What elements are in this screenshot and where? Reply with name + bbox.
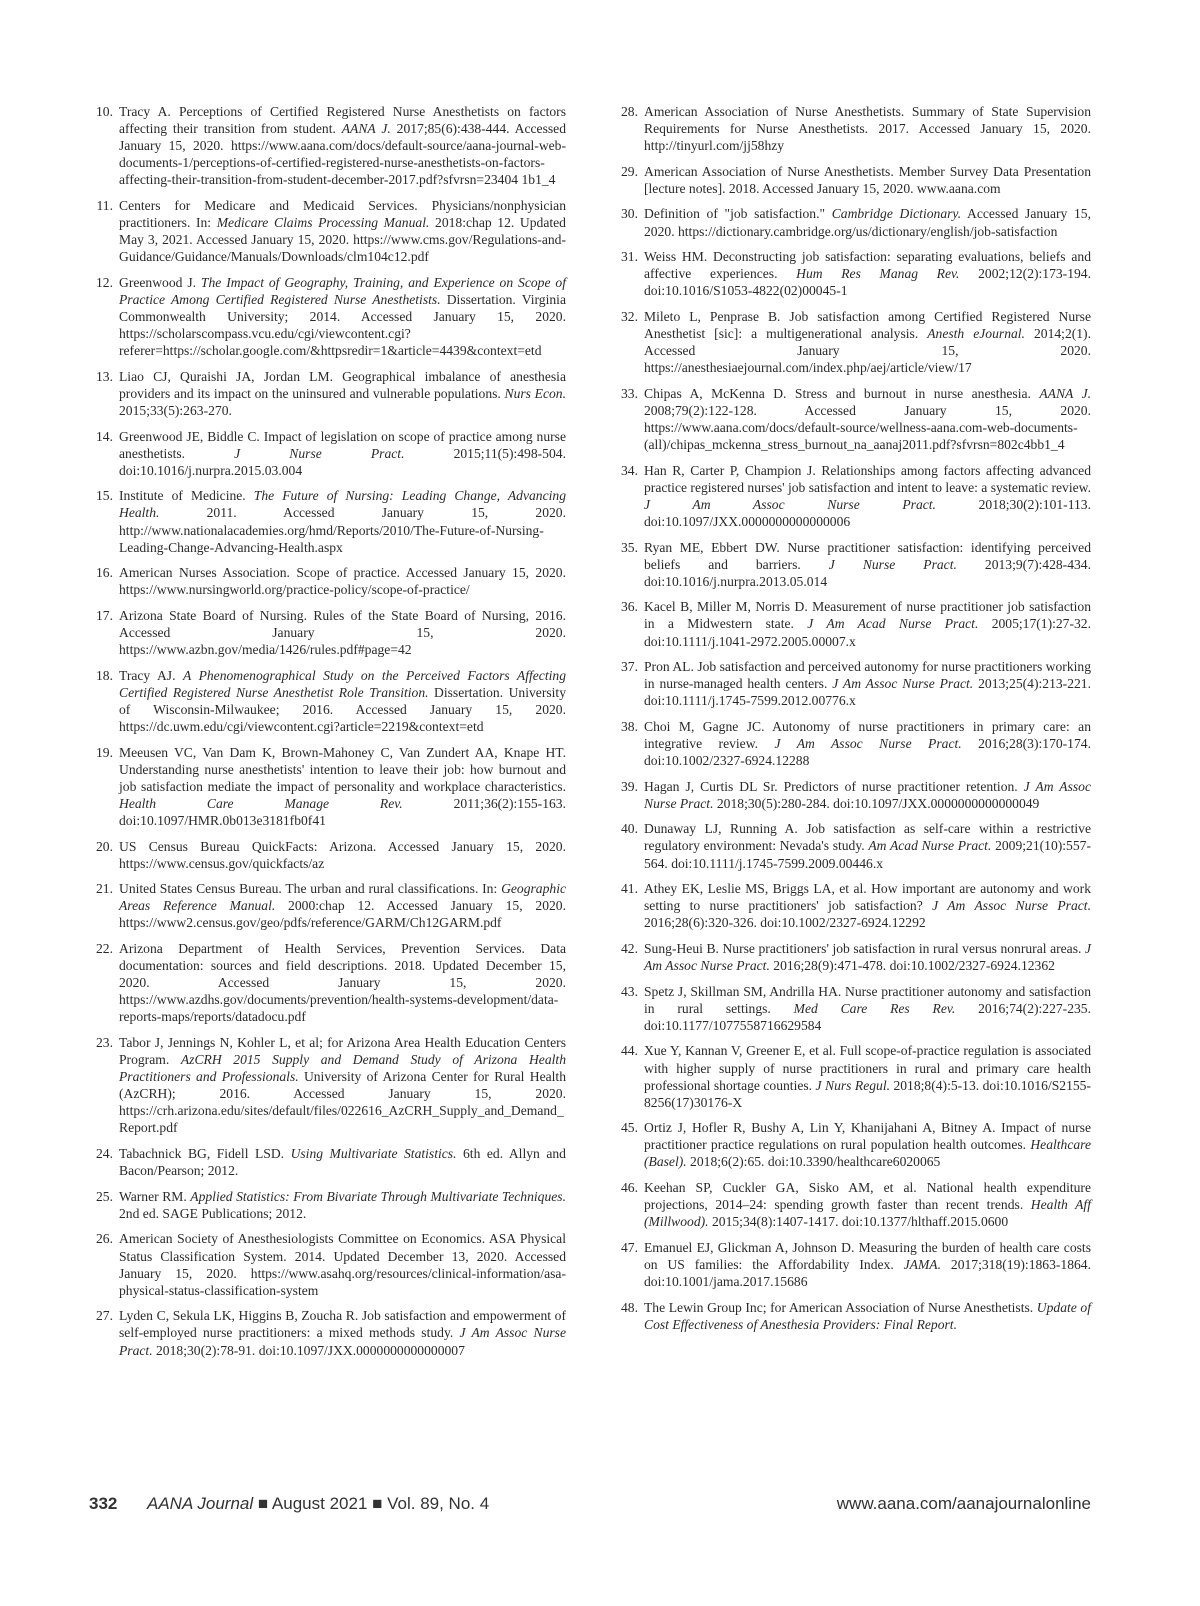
reference-details: 2018;30(5):280-284. doi:10.1097/JXX.0000000000000049 — [713, 795, 1040, 811]
reference-text: Centers for Medicare and Medicaid Services. Physicians/nonphysician practitioners. In: — [119, 197, 566, 231]
reference-details: University of Arizona Center for Rural Health (AzCRH); 2016. Accessed January 15, 2020. https://crh.arizona.edu/sites/default/files/022616_AzCRH_Supply_and_Demand_Report.pdf — [119, 1069, 566, 1136]
reference-item — [614, 248, 1091, 299]
reference-text: Lyden C, Sekula LK, Higgins B, Zoucha R. Job satisfaction and empowerment of self-employed nurse practitioners: a mixed methods study. — [119, 1308, 566, 1341]
reference-source-title: J Nurse Pract. — [234, 445, 405, 461]
reference-text: Xue Y, Kannan V, Greener E, et al. Full scope-of-practice regulation is associated with higher supply of nurse practitioners in rural and primary care health professional shortage counties. — [644, 1043, 1091, 1093]
reference-number: 39. — [621, 778, 638, 794]
page-number: 332 — [89, 1494, 118, 1513]
reference-source-title: J Am Assoc Nurse Pract. — [832, 676, 974, 692]
reference-item — [89, 667, 566, 735]
reference-item — [614, 462, 1091, 530]
reference-source-title: J Am Acad Nurse Pract. — [807, 616, 979, 632]
reference-details: 2016;28(6):320-326. doi:10.1002/2327-6924.12292 — [644, 915, 926, 931]
reference-item — [89, 1034, 566, 1137]
reference-item — [89, 274, 566, 359]
reference-number: 16. — [96, 565, 113, 581]
reference-text: Han R, Carter P, Champion J. Relationships among factors affecting advanced practice registered nurses' job satisfaction and intent to leave: a systematic review. — [644, 462, 1091, 495]
reference-text: Choi M, Gagne JC. Autonomy of nurse practitioners in primary care: an integrative review. — [644, 718, 1091, 751]
reference-source-title: The Future of Nursing: Leading Change, Advancing Health. — [119, 488, 566, 521]
reference-source-title: J Nurse Pract. — [828, 556, 957, 572]
reference-number: 37. — [621, 659, 638, 675]
reference-details: Dissertation. Virginia Commonwealth University; 2014. Accessed January 15, 2020. https://scholarscompass.vcu.edu/cgi/viewcontent.cgi?referer=https://scholar.google.com/&httpsredir=1&article=4439&context=etd — [119, 291, 566, 359]
reference-number: 26. — [96, 1231, 113, 1247]
reference-number: 27. — [96, 1308, 113, 1324]
reference-column-right — [614, 103, 1091, 1341]
reference-source-title: J Am Assoc Nurse Pract. — [644, 496, 936, 512]
reference-number: 48. — [621, 1299, 638, 1315]
reference-source-title: J Am Assoc Nurse Pract. — [932, 898, 1091, 914]
reference-number: 28. — [621, 104, 638, 119]
reference-source-title: Geographic Areas Reference Manual. — [119, 881, 566, 914]
reference-details: 2013;9(7):428-434. doi:10.1016/j.nurpra.2013.05.014 — [644, 556, 1092, 589]
reference-item — [614, 880, 1091, 931]
reference-source-title: JAMA. — [903, 1256, 942, 1272]
reference-number: 21. — [96, 881, 113, 897]
reference-item — [89, 1307, 566, 1358]
reference-item — [614, 308, 1091, 376]
reference-text: Tabor J, Jennings N, Kohler L, et al; for Arizona Area Health Education Centers Program. — [119, 1035, 566, 1068]
reference-source-title: Update of Cost Effectiveness of Anesthesia Providers: Final Report. — [644, 1299, 1091, 1332]
reference-item — [614, 983, 1091, 1034]
reference-source-title: Anesth eJournal. — [927, 326, 1025, 342]
reference-text: Kacel B, Miller M, Norris D. Measurement of nurse practitioner job satisfaction in a Midwestern state. — [644, 599, 1091, 632]
reference-item — [89, 1230, 566, 1298]
reference-item — [614, 1042, 1091, 1110]
reference-text: American Association of Nurse Anesthetists. Member Survey Data Presentation [lecture notes]. 2018. Accessed January 15, 2020. www.aana.com — [644, 163, 1091, 196]
reference-source-title: Applied Statistics: From Bivariate Through Multivariate Techniques. — [190, 1188, 566, 1204]
reference-item — [614, 778, 1091, 812]
reference-item — [614, 940, 1091, 974]
reference-source-title: AzCRH 2015 Supply and Demand Study of Arizona Health Practitioners and Professionals. — [119, 1052, 566, 1085]
reference-number: 33. — [621, 385, 638, 401]
reference-column-left — [89, 103, 566, 1367]
reference-details: 2nd ed. SAGE Publications; 2012. — [119, 1205, 307, 1221]
reference-item — [89, 103, 566, 188]
reference-details: 2015;33(5):263-270. — [119, 403, 232, 418]
reference-text: Arizona State Board of Nursing. Rules of the State Board of Nursing, 2016. Accessed January 15, 2020. https://www.azbn.gov/media/1426/rules.pdf#page=42 — [119, 607, 566, 658]
reference-number: 42. — [621, 940, 638, 956]
reference-text: Definition of "job satisfaction." — [644, 206, 832, 222]
reference-source-title: J Am Assoc Nurse Pract. — [644, 940, 1091, 974]
reference-details: 2015;11(5):498-504. doi:10.1016/j.nurpra.2015.03.004 — [119, 445, 566, 478]
reference-number: 17. — [96, 607, 113, 623]
reference-item — [614, 1239, 1091, 1290]
reference-text: Ryan ME, Ebbert DW. Nurse practitioner satisfaction: identifying perceived beliefs and barriers. — [644, 539, 1091, 572]
reference-source-title: J Am Assoc Nurse Pract. — [644, 778, 1091, 811]
reference-item — [614, 598, 1091, 649]
page-footer — [89, 1494, 1091, 1520]
reference-details: 2018;30(2):78-91. doi:10.1097/JXX.0000000000000007 — [152, 1342, 465, 1358]
reference-number: 34. — [621, 462, 638, 478]
reference-text: Tabachnick BG, Fidell LSD. — [119, 1146, 291, 1162]
reference-item — [614, 103, 1091, 154]
reference-text: American Nurses Association. Scope of practice. Accessed January 15, 2020. https://www.nursingworld.org/practice-policy/scope-of-practice/ — [119, 565, 566, 598]
reference-source-title: Medicare Claims Processing Manual. — [216, 215, 430, 231]
reference-item — [89, 564, 566, 598]
issue-info: ■ August 2021 ■ Vol. 89, No. 4 — [253, 1494, 490, 1513]
reference-details: 2018:chap 12. Updated May 3, 2021. Accessed January 15, 2020. https://www.cms.gov/Regulations-and-Guidance/Guidance/Manuals/Downloads/clm104c12.pdf — [119, 215, 566, 265]
reference-details: 2015;34(8):1407-1417. doi:10.1377/hlthaff.2015.0600 — [708, 1214, 1009, 1230]
reference-details: Dissertation. University of Wisconsin-Milwaukee; 2016. Accessed January 15, 2020. https://dc.uwm.edu/cgi/viewcontent.cgi?article=2219&context=etd — [119, 684, 566, 734]
reference-text: Athey EK, Leslie MS, Briggs LA, et al. How important are autonomy and work setting to nurse practitioners' job satisfaction? — [644, 881, 1091, 914]
reference-source-title: Healthcare (Basel). — [644, 1137, 1091, 1170]
reference-text: US Census Bureau QuickFacts: Arizona. Accessed January 15, 2020. https://www.census.gov/quickfacts/az — [119, 838, 566, 871]
reference-number: 36. — [621, 599, 638, 615]
reference-text: Liao CJ, Quraishi JA, Jordan LM. Geographical imbalance of anesthesia providers and its impact on the uninsured and vulnerable populations. — [119, 368, 566, 401]
reference-text: Meeusen VC, Van Dam K, Brown-Mahoney C, Van Zundert AA, Knape HT. Understanding nurse anesthetists' intention to leave their job: how burnout and job satisfaction mediate the impact of personality and workplace characteristics. — [119, 744, 566, 794]
reference-item — [614, 385, 1091, 453]
reference-source-title: J Nurs Regul. — [815, 1077, 891, 1093]
reference-number: 46. — [621, 1180, 638, 1196]
reference-number: 24. — [96, 1146, 113, 1162]
reference-source-title: AANA J. — [1039, 385, 1092, 401]
reference-text: American Society of Anesthesiologists Committee on Economics. ASA Physical Status Classification System. 2014. Updated December 13, 2020. Accessed January 15, 2020. https://www.asahq.org/resources/clinical-information/asa-physical-status-classification-system — [119, 1231, 566, 1298]
reference-number: 10. — [96, 104, 113, 119]
reference-item — [89, 487, 566, 555]
reference-text: Weiss HM. Deconstructing job satisfaction: separating evaluations, beliefs and affective experiences. — [644, 249, 1091, 282]
reference-details: 2016;74(2):227-235. doi:10.1177/1077558716629584 — [644, 1000, 1092, 1033]
journal-name: AANA Journal — [147, 1494, 254, 1513]
reference-number: 44. — [621, 1043, 638, 1059]
reference-source-title: The Impact of Geography, Training, and Experience on Scope of Practice Among Certified Registered Nurse Anesthetists. — [119, 274, 566, 307]
reference-text: Mileto L, Penprase B. Job satisfaction among Certified Registered Nurse Anesthetist [sic]: a multigenerational analysis. — [644, 308, 1091, 342]
reference-details: 2016;28(3):170-174. doi:10.1002/2327-6924.12288 — [644, 736, 1091, 769]
reference-text: Tracy AJ. — [119, 667, 183, 683]
reference-number: 22. — [96, 941, 113, 957]
reference-details: 2011. Accessed January 15, 2020. http://www.nationalacademies.org/hmd/Reports/2010/The-Future-of-Nursing-Leading-Change-Advancing-Health.aspx — [119, 505, 566, 555]
reference-number: 31. — [621, 249, 638, 265]
reference-text: American Association of Nurse Anesthetists. Summary of State Supervision Requirements for Nurse Anesthetists. 2017. Accessed January 15, 2020. http://tinyurl.com/jj58hzy — [644, 104, 1091, 154]
reference-item — [614, 820, 1091, 871]
reference-details: 2005;17(1):27-32. doi:10.1111/j.1041-2972.2005.00007.x — [644, 616, 1091, 649]
reference-number: 20. — [96, 838, 113, 854]
reference-details: 2014;2(1). Accessed January 15, 2020. https://anesthesiaejournal.com/index.php/aej/article/view/17 — [644, 326, 1091, 376]
reference-details: 2018;6(2):65. doi:10.3390/healthcare6020065 — [686, 1154, 941, 1170]
reference-source-title: A Phenomenographical Study on the Perceived Factors Affecting Certified Registered Nurse Anesthetist Role Transition. — [119, 667, 566, 700]
reference-source-title: Using Multivariate Statistics. — [290, 1146, 457, 1162]
reference-source-title: Nurs Econ. — [504, 385, 566, 401]
reference-source-title: AANA J. — [341, 121, 391, 137]
reference-text: Hagan J, Curtis DL Sr. Predictors of nurse practitioner retention. — [644, 778, 1024, 794]
reference-text: Emanuel EJ, Glickman A, Johnson D. Measuring the burden of health care costs on US families: the Affordability Index. — [644, 1239, 1091, 1272]
reference-text: Dunaway LJ, Running A. Job satisfaction as self-care within a restrictive regulatory environment: Nevada's study. — [644, 821, 1091, 854]
reference-text: Chipas A, McKenna D. Stress and burnout in nurse anesthesia. — [644, 385, 1040, 401]
reference-number: 19. — [96, 744, 113, 760]
reference-text: Spetz J, Skillman SM, Andrilla HA. Nurse practitioner autonomy and satisfaction in rural settings. — [644, 983, 1091, 1016]
reference-item — [614, 1299, 1091, 1333]
reference-number: 35. — [621, 539, 638, 555]
reference-item — [614, 658, 1091, 709]
reference-text: Institute of Medicine. — [119, 488, 254, 504]
reference-item — [89, 838, 566, 872]
reference-text: United States Census Bureau. The urban and rural classifications. In: — [119, 881, 502, 897]
reference-details: 2017;85(6):438-444. Accessed January 15, 2020. https://www.aana.com/docs/default-source/aana-journal-web-documents-1/perceptions-of-certified-registered-nurse-anesthetists-on-factors-affecting-their-transition-from-student-december-2017.pdf?sfvrsn=23404 1b1_4 — [119, 121, 566, 188]
reference-source-title: Am Acad Nurse Pract. — [868, 838, 992, 854]
reference-number: 45. — [621, 1120, 638, 1136]
reference-text: Greenwood J. — [119, 274, 201, 290]
reference-item — [614, 205, 1091, 239]
reference-text: Warner RM. — [119, 1188, 191, 1204]
reference-number: 13. — [96, 368, 113, 384]
reference-number: 30. — [621, 206, 638, 222]
reference-source-title: J Am Assoc Nurse Pract. — [119, 1325, 566, 1358]
reference-item — [614, 1179, 1091, 1230]
reference-item — [614, 1119, 1091, 1170]
reference-text: Tracy A. Perceptions of Certified Registered Nurse Anesthetists on factors affecting their transition from student. — [119, 104, 566, 137]
reference-details: 2013;25(4):213-221. doi:10.1111/j.1745-7599.2012.00776.x — [644, 676, 1091, 709]
reference-item — [89, 607, 566, 658]
reference-item — [89, 197, 566, 265]
reference-details: 2011;36(2):155-163. doi:10.1097/HMR.0b013e3181fb0f41 — [119, 795, 566, 828]
journal-citation — [147, 1494, 489, 1514]
reference-number: 38. — [621, 718, 638, 734]
reference-item — [89, 428, 566, 479]
reference-number: 12. — [96, 274, 113, 290]
reference-item — [614, 718, 1091, 769]
reference-item — [89, 368, 566, 419]
reference-details: 2018;30(2):101-113. doi:10.1097/JXX.0000000000000006 — [644, 496, 1091, 529]
reference-details: 2016;28(9):471-478. doi:10.1002/2327-6924.12362 — [769, 958, 1055, 974]
reference-details: 2000:chap 12. Accessed January 15, 2020. https://www2.census.gov/geo/pdfs/reference/GARM/Ch12GARM.pdf — [119, 898, 566, 931]
reference-details: 2018;8(4):5-13. doi:10.1016/S2155-8256(17)30176-X — [644, 1077, 1091, 1110]
reference-source-title: Health Care Manage Rev. — [119, 795, 403, 811]
reference-text: Keehan SP, Cuckler GA, Sisko AM, et al. National health expenditure projections, 2014–24: spending growth faster than recent trends. — [644, 1180, 1091, 1213]
reference-details: Accessed January 15, 2020. https://dictionary.cambridge.org/us/dictionary/english/job-satisfaction — [644, 206, 1091, 239]
reference-source-title: Med Care Res Rev. — [793, 1000, 956, 1016]
reference-text: Arizona Department of Health Services, Prevention Services. Data documentation: sources and field descriptions. 2018. Updated December 15, 2020. Accessed January 15, 2020. https://www.azdhs.gov/documents/prevention/health-systems-development/data-reports-maps/reports/datadocu.pdf — [119, 941, 566, 1025]
reference-number: 47. — [621, 1239, 638, 1255]
reference-item — [89, 940, 566, 1025]
reference-item — [89, 1188, 566, 1222]
reference-details: 2017;318(19):1863-1864. doi:10.1001/jama.2017.15686 — [644, 1256, 1091, 1290]
reference-number: 41. — [621, 881, 638, 897]
reference-number: 11. — [96, 197, 113, 213]
reference-item — [89, 880, 566, 931]
reference-number: 14. — [96, 428, 113, 444]
reference-item — [614, 539, 1091, 590]
reference-source-title: J Am Assoc Nurse Pract. — [774, 736, 962, 751]
reference-number: 25. — [96, 1188, 113, 1204]
reference-item — [89, 744, 566, 829]
reference-number: 40. — [621, 821, 638, 837]
reference-text: Greenwood JE, Biddle C. Impact of legislation on scope of practice among nurse anesthetists. — [119, 428, 566, 461]
reference-source-title: Cambridge Dictionary. — [831, 206, 962, 222]
reference-source-title: Health Aff (Millwood). — [644, 1197, 1091, 1230]
reference-text: Pron AL. Job satisfaction and perceived autonomy for nurse practitioners working in nurse-managed health centers. — [644, 659, 1091, 692]
reference-number: 29. — [621, 163, 638, 179]
reference-text: Ortiz J, Hofler R, Bushy A, Lin Y, Khanijahani A, Bitney A. Impact of nurse practitioner practice regulations on rural population health outcomes. — [644, 1120, 1091, 1153]
reference-item — [614, 163, 1091, 197]
reference-details: 2002;12(2):173-194. doi:10.1016/S1053-4822(02)00045-1 — [644, 266, 1091, 299]
reference-number: 18. — [96, 667, 113, 683]
reference-number: 23. — [96, 1035, 113, 1050]
reference-details: 6th ed. Allyn and Bacon/Pearson; 2012. — [119, 1146, 566, 1179]
reference-source-title: Hum Res Manag Rev. — [796, 266, 960, 282]
reference-text: The Lewin Group Inc; for American Association of Nurse Anesthetists. — [644, 1299, 1037, 1315]
reference-details: 2009;21(10):557-564. doi:10.1111/j.1745-7599.2009.00446.x — [644, 838, 1091, 871]
reference-details: 2008;79(2):122-128. Accessed January 15, 2020. https://www.aana.com/docs/default-source/wellness-aana.com-web-documents-(all)/chipas_mckenna_stress_burnout_na_aanaj2011.pdf?sfvrsn=802c4bb1_4 — [644, 402, 1091, 453]
reference-number: 32. — [621, 308, 638, 324]
journal-website: www.aana.com/aanajournalonline — [836, 1494, 1091, 1513]
reference-number: 43. — [621, 983, 638, 999]
reference-item — [89, 1145, 566, 1179]
reference-number: 15. — [96, 488, 113, 504]
reference-text: Sung-Heui B. Nurse practitioners' job satisfaction in rural versus nonrural areas. — [644, 940, 1085, 956]
